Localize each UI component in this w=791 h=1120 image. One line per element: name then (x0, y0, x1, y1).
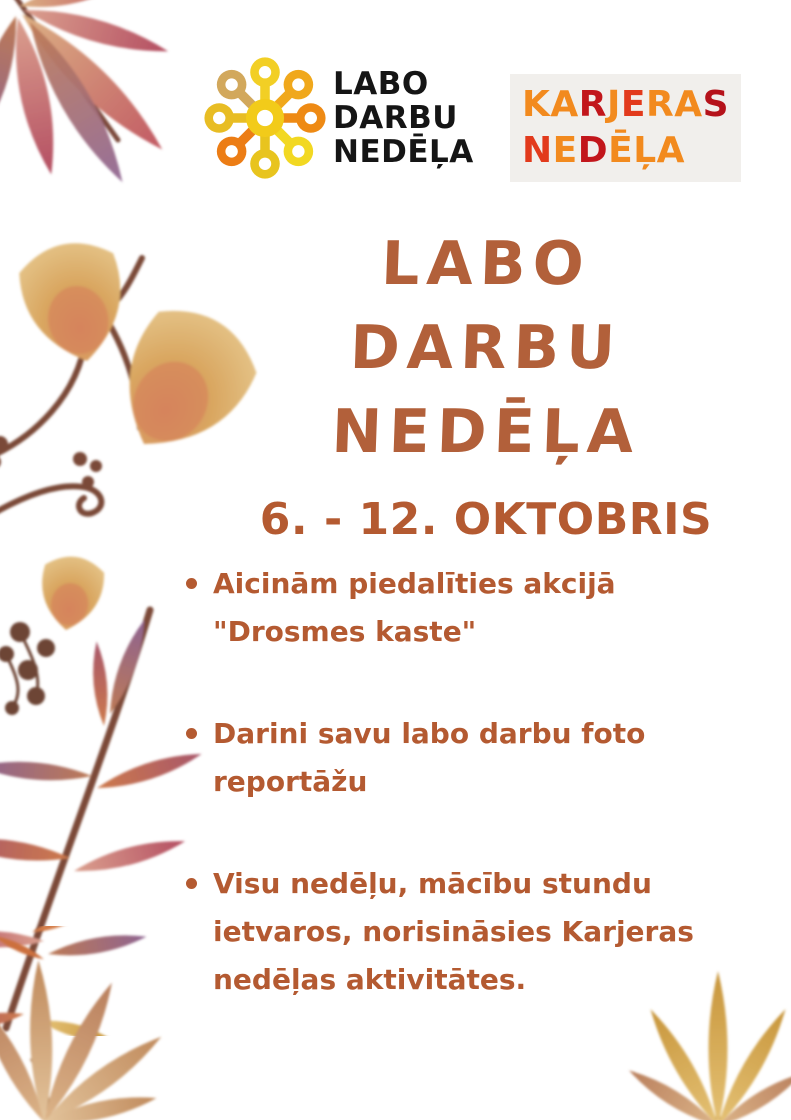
karjeras-nedela-logo (510, 74, 741, 182)
bullet-list (186, 560, 752, 1058)
karjeras-logo-line1: KARJERAS (522, 84, 730, 125)
bullet-dot-icon (186, 578, 197, 589)
bullet-dot-icon (186, 728, 197, 739)
labo-logo-text (333, 67, 474, 169)
list-item (186, 860, 752, 1004)
watercolor-maple-leaf-top-left (0, 0, 200, 238)
bullet-text: Darini savu labo darbu foto reportāžu (213, 717, 646, 798)
labo-logo-line: LABO (333, 66, 429, 102)
karjeras-logo-line2: NEDĒĻA (522, 130, 686, 171)
labo-logo-line: NEDĒĻA (333, 134, 474, 170)
labo-darbu-nedela-logo (203, 56, 474, 180)
watercolor-maple-leaf-bottom-left (0, 926, 172, 1120)
title-line: DARBU (348, 313, 624, 383)
title-line: LABO (380, 229, 592, 299)
flower-hub-icon (203, 56, 327, 180)
title-line: NEDĒĻA (330, 397, 642, 467)
page-title (180, 222, 791, 474)
bullet-text: Visu nedēļu, mācību stundu ietvaros, norisināsies Karjeras nedēļas aktivitātes. (213, 867, 694, 996)
date-heading: 6. - 12. OKTOBRIS (259, 494, 713, 545)
list-item (186, 560, 752, 656)
bullet-text: Aicinām piedalīties akcijā "Drosmes kaste" (213, 567, 616, 648)
bullet-dot-icon (186, 878, 197, 889)
labo-logo-line: DARBU (333, 100, 458, 136)
list-item (186, 710, 752, 806)
